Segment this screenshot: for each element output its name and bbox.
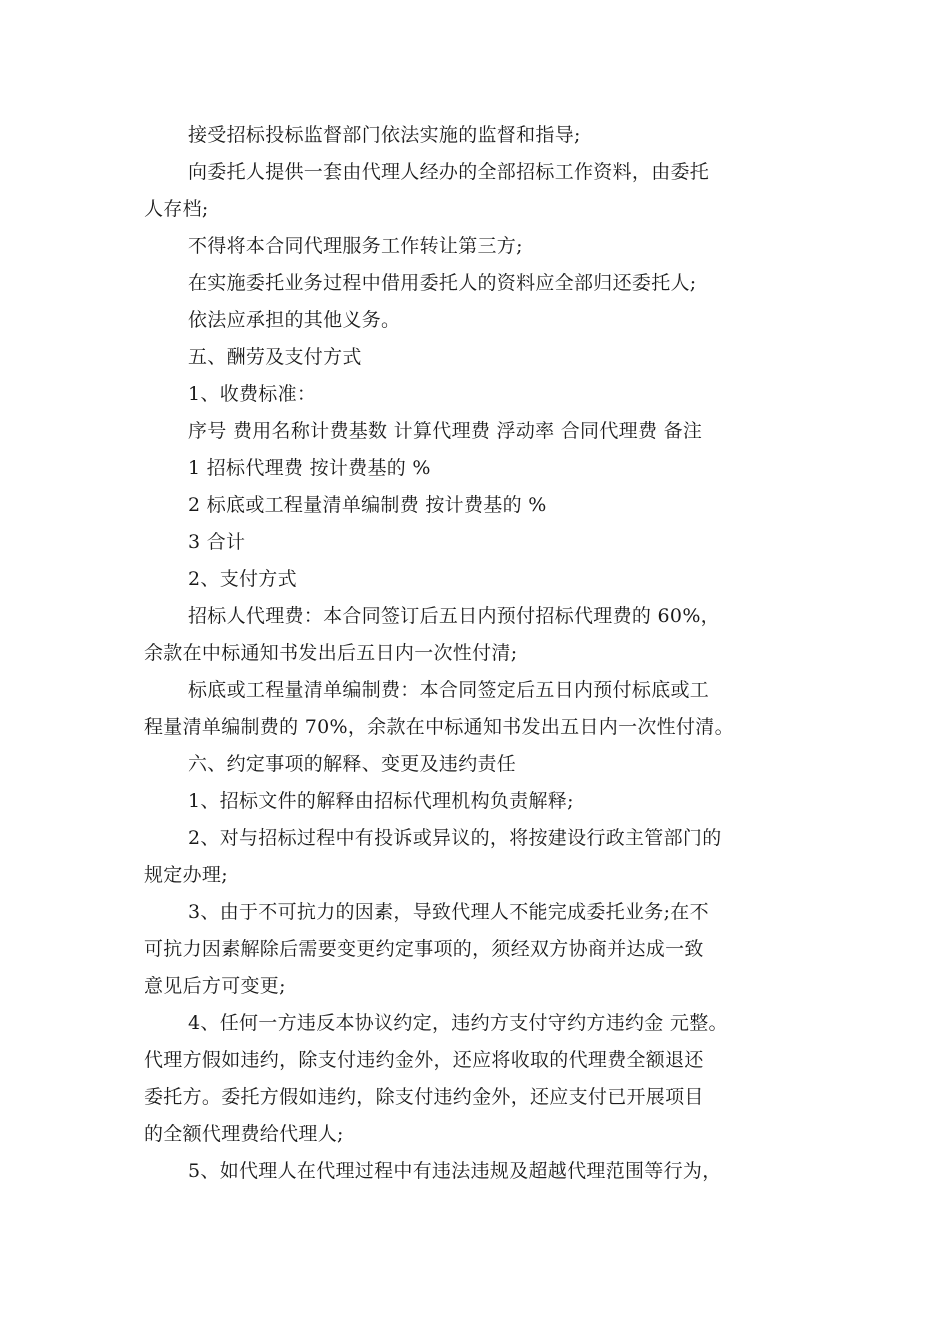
fee-table-row: 1 招标代理费 按计费基的 % xyxy=(188,457,431,479)
fee-table-header: 序号 费用名称计费基数 计算代理费 浮动率 合同代理费 备注 xyxy=(188,420,703,442)
subsection-heading: 2、支付方式 xyxy=(188,568,297,590)
section-heading: 五、酬劳及支付方式 xyxy=(188,346,362,368)
text-line: 意见后方可变更; xyxy=(144,975,286,997)
text-line: 程量清单编制费的 70%，余款在中标通知书发出五日内一次性付清。 xyxy=(144,716,734,738)
document-body xyxy=(144,117,808,1190)
text-line: 5、如代理人在代理过程中有违法违规及超越代理范围等行为， xyxy=(188,1160,722,1182)
text-line: 3、由于不可抗力的因素，导致代理人不能完成委托业务;在不 xyxy=(188,901,709,923)
fee-table-total: 3 合计 xyxy=(188,531,246,553)
text-line: 余款在中标通知书发出后五日内一次性付清; xyxy=(144,642,518,664)
section-heading: 六、约定事项的解释、变更及违约责任 xyxy=(188,753,517,775)
text-line: 向委托人提供一套由代理人经办的全部招标工作资料，由委托 xyxy=(188,161,710,183)
text-line: 的全额代理费给代理人; xyxy=(144,1123,344,1145)
text-line: 招标人代理费：本合同签订后五日内预付招标代理费的 60%， xyxy=(188,605,720,627)
text-line: 接受招标投标监督部门依法实施的监督和指导; xyxy=(188,124,581,146)
text-line: 不得将本合同代理服务工作转让第三方; xyxy=(188,235,523,257)
text-line: 可抗力因素解除后需要变更约定事项的，须经双方协商并达成一致 xyxy=(144,938,704,960)
text-line: 依法应承担的其他义务。 xyxy=(188,309,401,331)
fee-table-row: 2 标底或工程量清单编制费 按计费基的 % xyxy=(188,494,547,516)
text-line: 委托方。委托方假如违约，除支付违约金外，还应支付已开展项目 xyxy=(144,1086,704,1108)
text-line: 在实施委托业务过程中借用委托人的资料应全部归还委托人; xyxy=(188,272,697,294)
subsection-heading: 1、收费标准： xyxy=(188,383,317,405)
text-line: 1、招标文件的解释由招标代理机构负责解释; xyxy=(188,790,574,812)
text-line: 代理方假如违约，除支付违约金外，还应将收取的代理费全额退还 xyxy=(144,1049,704,1071)
text-line: 4、任何一方违反本协议约定，违约方支付守约方违约金 元整。 xyxy=(188,1012,728,1034)
text-line: 标底或工程量清单编制费：本合同签定后五日内预付标底或工 xyxy=(188,679,710,701)
text-line: 2、对与招标过程中有投诉或异议的，将按建设行政主管部门的 xyxy=(188,827,722,849)
text-line: 人存档; xyxy=(144,198,209,220)
text-line: 规定办理; xyxy=(144,864,228,886)
